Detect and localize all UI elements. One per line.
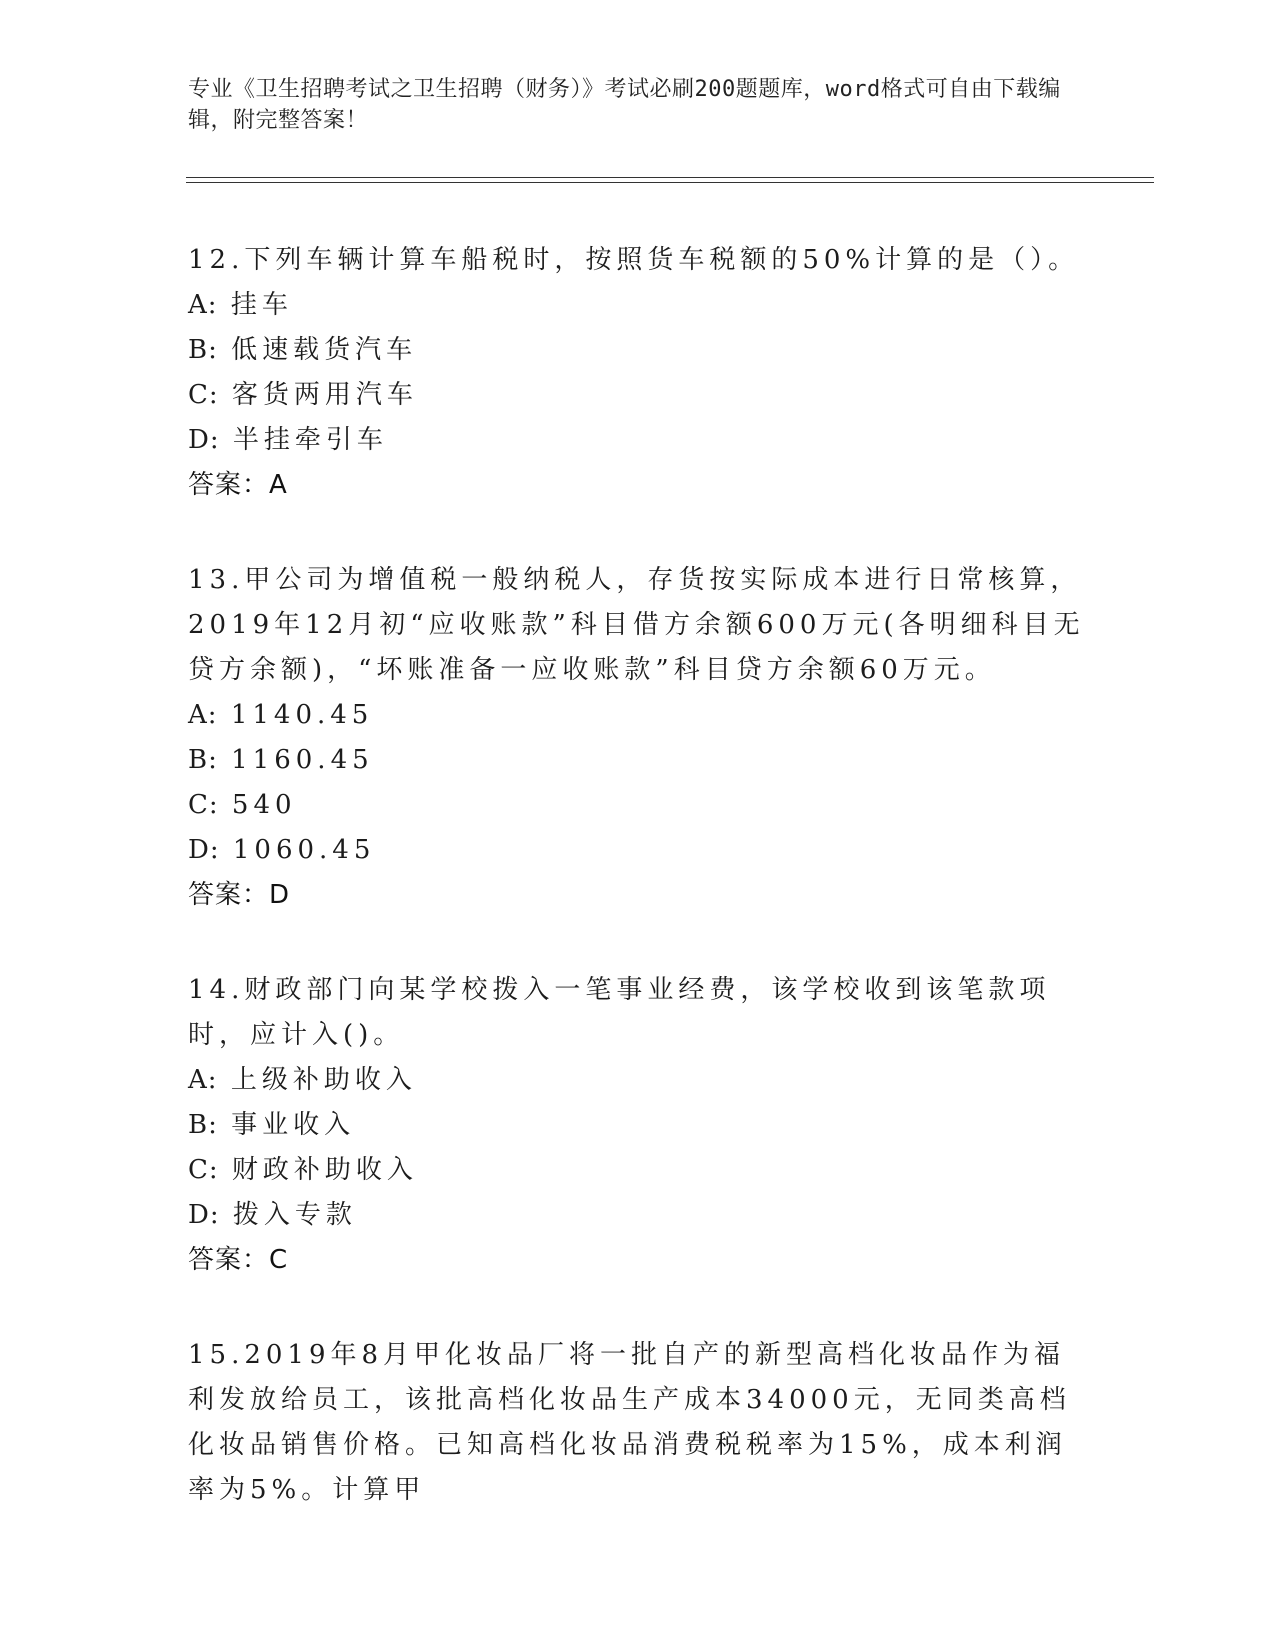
option-text: 拨入专款 [232,1200,357,1230]
option-c [188,1148,1088,1193]
option-text: 挂车 [230,290,293,320]
question-text: 13.甲公司为增值税一般纳税人，存货按实际成本进行日常核算，2019年12月初“应收账款”科目借方余额600万元(各明细科目无贷方余额)，“坏账准备一应收账款”科目贷方余额60万元。 [188,565,1085,685]
option-key: A: [188,1065,218,1095]
option-text: 1060.45 [232,835,376,865]
option-text: 上级补助收入 [230,1065,417,1095]
question-15 [188,1333,1088,1513]
option-text: 事业收入 [231,1110,356,1140]
header-rule-top [186,177,1154,178]
option-c [188,373,1088,418]
option-c [188,783,1088,828]
question-text: 12.下列车辆计算车船税时，按照货车税额的50%计算的是（）。 [188,245,1080,275]
option-text: 客货两用汽车 [231,380,418,410]
option-d [188,418,1088,463]
option-key: D: [188,835,220,865]
option-key: C: [188,380,219,410]
option-key: D: [188,425,220,455]
option-a [188,283,1088,328]
option-key: A: [188,700,218,730]
answer-label: 答案：A [188,470,288,500]
question-text: 15.2019年8月甲化妆品厂将一批自产的新型高档化妆品作为福利发放给员工，该批高档化妆品生产成本34000元，无同类高档化妆品销售价格。已知高档化妆品消费税税率为15%，成本利润率为5%。计算甲 [188,1340,1071,1505]
option-key: C: [188,790,219,820]
option-b [188,1103,1088,1148]
header-text: 专业《卫生招聘考试之卫生招聘（财务）》考试必刷200题题库，word格式可自由下载编辑，附完整答案！ [188,77,1061,133]
header-rule-bottom [186,182,1154,183]
option-a [188,693,1088,738]
option-b [188,738,1088,783]
option-key: B: [188,745,218,775]
option-a [188,1058,1088,1103]
option-text: 1160.45 [231,745,374,775]
question-12 [188,238,1088,508]
question-14 [188,968,1088,1283]
document-header [188,74,1088,136]
option-text: 财政补助收入 [231,1155,418,1185]
question-13 [188,558,1088,918]
option-key: A: [188,290,218,320]
option-key: B: [188,335,218,365]
question-list [188,238,1088,1563]
option-b [188,328,1088,373]
option-text: 低速载货汽车 [231,335,418,365]
option-key: D: [188,1200,220,1230]
option-key: B: [188,1110,218,1140]
option-text: 1140.45 [230,700,374,730]
answer-label: 答案：C [188,1245,289,1275]
option-text: 540 [231,790,297,820]
option-text: 半挂牵引车 [232,425,388,455]
option-d [188,828,1088,873]
option-key: C: [188,1155,219,1185]
option-d [188,1193,1088,1238]
question-text: 14.财政部门向某学校拨入一笔事业经费，该学校收到该笔款项时，应计入()。 [188,975,1051,1050]
answer-label: 答案：D [188,880,291,910]
